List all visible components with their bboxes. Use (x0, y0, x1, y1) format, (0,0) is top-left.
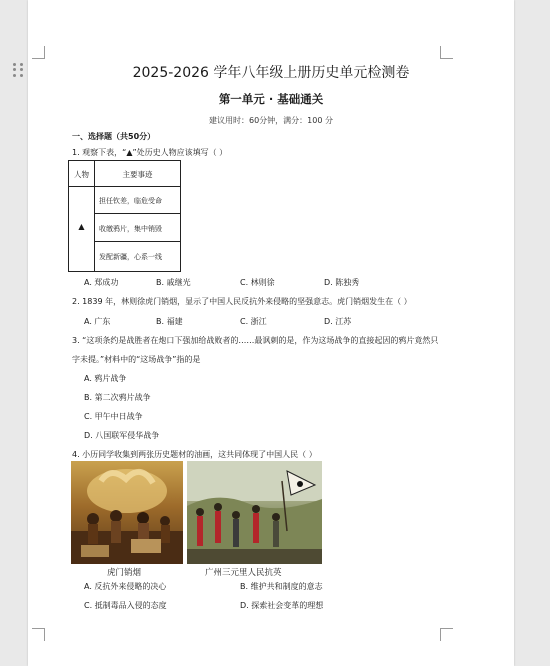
question-4-option-c: C. 抵制毒品入侵的态度 (84, 601, 167, 610)
question-2-option-a: A. 广东 (84, 317, 111, 326)
caption-humen: 虎门销烟 (107, 568, 142, 578)
table-header-events: 主要事迹 (122, 170, 153, 179)
crop-mark-top-right (440, 46, 453, 59)
question-1-option-c: C. 林则徐 (240, 278, 275, 287)
section-heading: 一、选择题（共50分） (72, 132, 156, 141)
question-2-stem: 2. 1839 年，林则徐虎门销烟，显示了中国人民反抗外来侵略的坚强意志。虎门销烟发生在（ ） (72, 297, 412, 306)
question-1-stem: 1. 观察下表，“▲”处历史人物应该填写（ ） (72, 148, 228, 157)
question-3-option-b: B. 第二次鸦片战争 (84, 393, 151, 402)
question-1-option-b: B. 戚继光 (156, 278, 191, 287)
drag-handle-icon[interactable] (13, 63, 25, 77)
table-row (95, 242, 180, 270)
question-2-option-d: D. 江苏 (324, 317, 352, 326)
document-title: 2025-2026 学年八年级上册历史单元检测卷 (132, 65, 410, 81)
question-1-table (68, 160, 181, 272)
question-4-option-d: D. 探索社会变革的理想 (240, 601, 324, 610)
crop-mark-bottom-right (440, 628, 453, 641)
table-header-person: 人物 (74, 170, 89, 179)
table-cell: 担任钦差，临危受命 (99, 197, 162, 205)
question-3-stem-line-2: 字未提。”材料中的“这场战争”指的是 (72, 355, 201, 364)
table-row (95, 186, 180, 214)
question-1-option-a: A. 郑成功 (84, 278, 119, 287)
question-4-option-b: B. 维护共和制度的意志 (240, 582, 323, 591)
question-2-option-b: B. 福建 (156, 317, 183, 326)
question-3-option-c: C. 甲午中日战争 (84, 412, 143, 421)
question-4-stem: 4. 小历同学收集到两张历史题材的油画，这共同体现了中国人民（ ） (72, 450, 317, 459)
question-4-option-a: A. 反抗外来侵略的决心 (84, 582, 167, 591)
table-cell: 收缴鸦片，集中销毁 (99, 225, 162, 233)
crop-mark-bottom-left (32, 628, 45, 641)
time-score-note: 建议用时：60分钟，满分：100 分 (209, 116, 333, 125)
table-person-mark: ▲ (78, 222, 85, 231)
question-1-option-d: D. 陈独秀 (324, 278, 360, 287)
question-3-stem-line-1: 3. “这项条约是战胜者在炮口下强加给战败者的……最讽刺的是，作为这场战争的直接起因的鸦片竟然只 (72, 336, 439, 345)
caption-sanyuanli: 广州三元里人民抗英 (205, 568, 282, 578)
document-subtitle: 第一单元 · 基础通关 (218, 92, 324, 106)
question-3-option-a: A. 鸦片战争 (84, 374, 127, 383)
question-2-option-c: C. 浙江 (240, 317, 267, 326)
humen-opium-painting (71, 461, 183, 564)
crop-mark-top-left (32, 46, 45, 59)
table-row (95, 214, 180, 242)
question-3-option-d: D. 八国联军侵华战争 (84, 431, 160, 440)
table-cell: 发配新疆，心系一线 (99, 253, 162, 261)
sanyuanli-resistance-painting (187, 461, 322, 564)
